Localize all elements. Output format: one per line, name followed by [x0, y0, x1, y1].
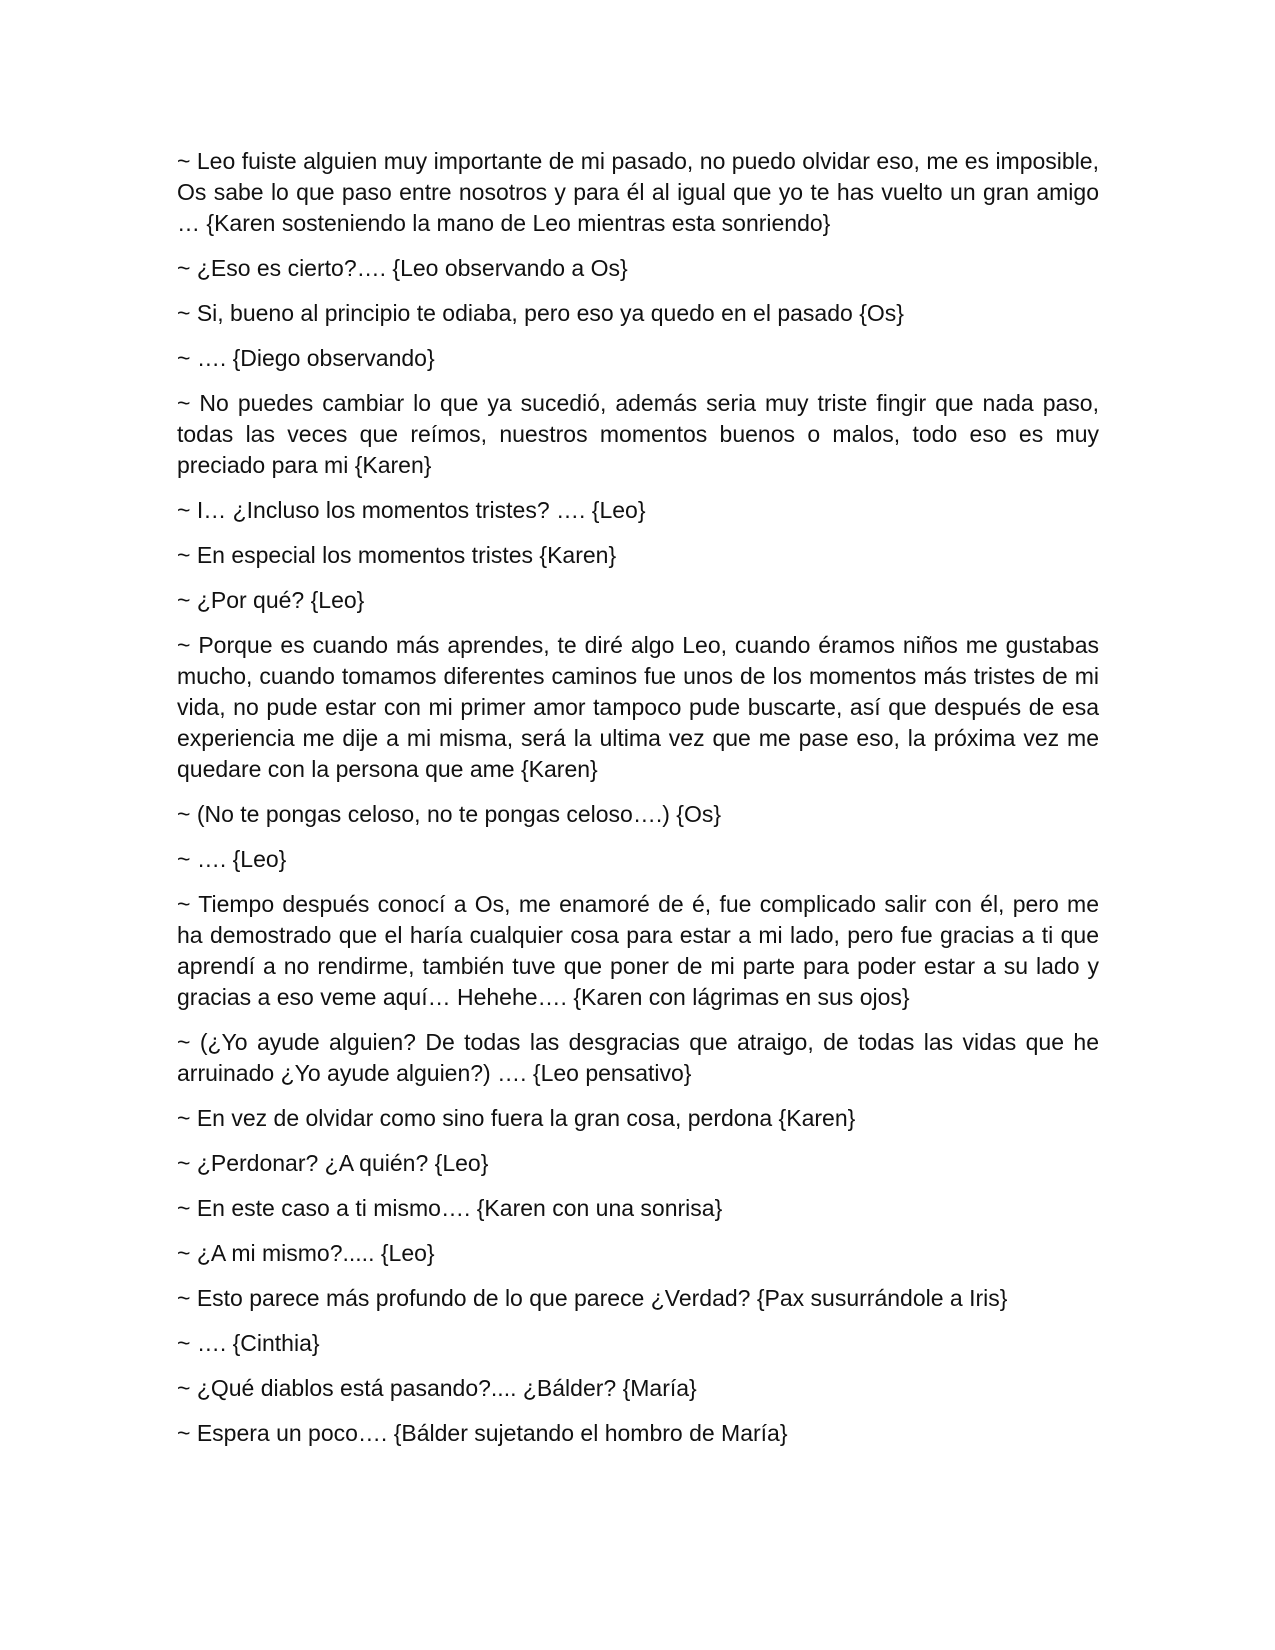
dialogue-paragraph: ~ ¿A mi mismo?..... {Leo} — [177, 1240, 435, 1266]
dialogue-paragraph: ~ Si, bueno al principio te odiaba, pero eso ya quedo en el pasado {Os} — [177, 300, 904, 326]
dialogue-paragraph: ~ En especial los momentos tristes {Karen} — [177, 542, 617, 568]
dialogue-paragraph: ~ …. {Leo} — [177, 846, 287, 872]
dialogue-paragraph: ~ En este caso a ti mismo…. {Karen con una sonrisa} — [177, 1195, 723, 1221]
dialogue-paragraph: ~ ¿Perdonar? ¿A quién? {Leo} — [177, 1150, 489, 1176]
dialogue-paragraph: ~ En vez de olvidar como sino fuera la gran cosa, perdona {Karen} — [177, 1105, 856, 1131]
dialogue-paragraph: ~ I… ¿Incluso los momentos tristes? …. {Leo} — [177, 497, 646, 523]
dialogue-paragraph: ~ Leo fuiste alguien muy importante de mi pasado, no puedo olvidar eso, me es imposible, Os sabe lo que paso entre nosotros y para él al igual que yo te has vuelto un gran amigo … {Karen sosteniendo la mano de Leo mientras esta sonriendo} — [177, 148, 1099, 236]
document-body — [177, 146, 1099, 1463]
dialogue-paragraph: ~ (¿Yo ayude alguien? De todas las desgracias que atraigo, de todas las vidas que he arruinado ¿Yo ayude alguien?) …. {Leo pensativo} — [177, 1029, 1099, 1086]
dialogue-paragraph: ~ …. {Diego observando} — [177, 345, 435, 371]
dialogue-paragraph: ~ ¿Por qué? {Leo} — [177, 587, 365, 613]
dialogue-paragraph: ~ Esto parece más profundo de lo que parece ¿Verdad? {Pax susurrándole a Iris} — [177, 1285, 1008, 1311]
dialogue-paragraph: ~ No puedes cambiar lo que ya sucedió, además seria muy triste fingir que nada paso, todas las veces que reímos, nuestros momentos buenos o malos, todo eso es muy preciado para mi {Karen} — [177, 390, 1099, 478]
dialogue-paragraph: ~ (No te pongas celoso, no te pongas celoso….) {Os} — [177, 801, 722, 827]
dialogue-paragraph: ~ Tiempo después conocí a Os, me enamoré de é, fue complicado salir con él, pero me ha demostrado que el haría cualquier cosa para estar a mi lado, pero fue gracias a ti que aprendí a no rendirme, también tuve que poner de mi parte para poder estar a su lado y gracias a eso veme aquí… Hehehe…. {Karen con lágrimas en sus ojos} — [177, 891, 1099, 1010]
dialogue-paragraph: ~ Porque es cuando más aprendes, te diré algo Leo, cuando éramos niños me gustabas mucho, cuando tomamos diferentes caminos fue unos de los momentos más tristes de mi vida, no pude estar con mi primer amor tampoco pude buscarte, así que después de esa experiencia me dije a mi misma, será la ultima vez que me pase eso, la próxima vez me quedare con la persona que ame {Karen} — [177, 632, 1099, 782]
dialogue-paragraph: ~ …. {Cinthia} — [177, 1330, 320, 1356]
dialogue-paragraph: ~ ¿Eso es cierto?…. {Leo observando a Os} — [177, 255, 628, 281]
dialogue-paragraph: ~ Espera un poco…. {Bálder sujetando el hombro de María} — [177, 1420, 788, 1446]
dialogue-paragraph: ~ ¿Qué diablos está pasando?.... ¿Bálder? {María} — [177, 1375, 697, 1401]
